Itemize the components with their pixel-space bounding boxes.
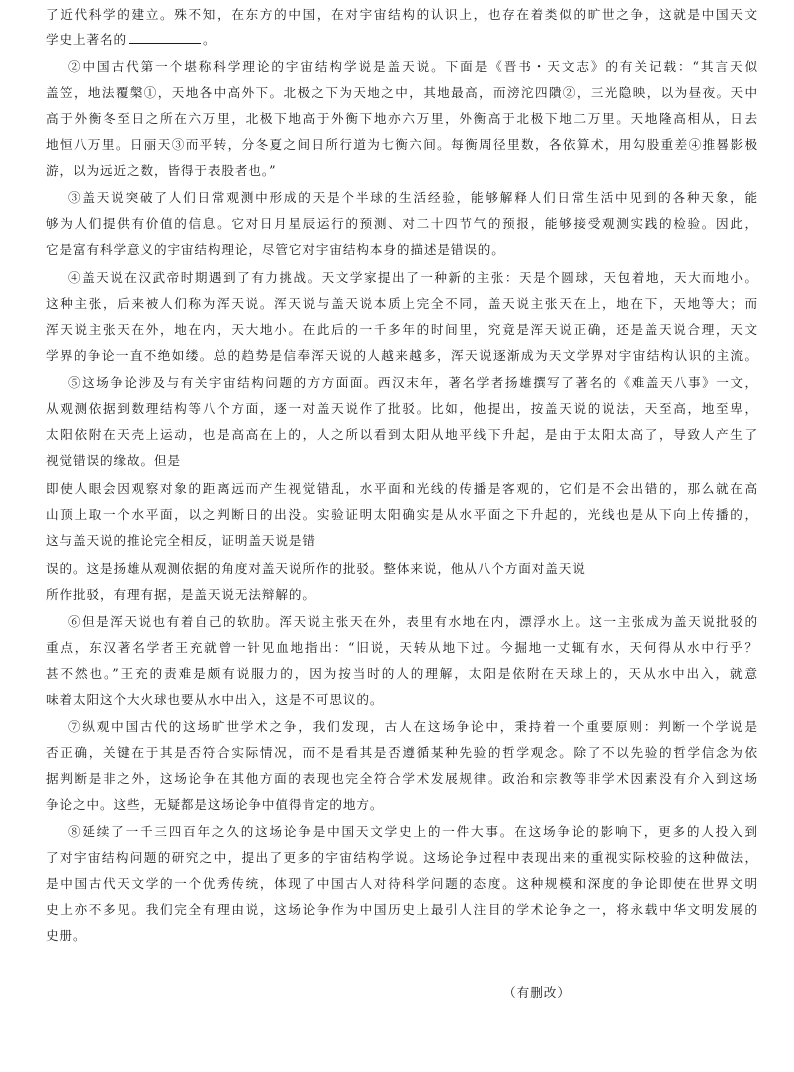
text-line: 盖笠，地法覆槃①，天地各中高外下。北极之下为天地之中，其地最高，而滂沱四隤②，三光隐映，以为昼夜。天中 <box>46 85 758 100</box>
text-line: 够为人们提供有价值的信息。它对日月星辰运行的预测、对二十四节气的预报，能够接受观测实践的检验。因此， <box>46 216 758 231</box>
text-line: 甚不然也。”王充的责难是颇有说服力的，因为按当时的人的理解，太阳是依附在天球上的，天从水中出入，就意 <box>46 666 758 681</box>
text-segment: 学史上著名的 <box>46 32 127 47</box>
source-note: （有删改） <box>503 985 571 1000</box>
paragraph-8-first-line: ⑧延续了一千三四百年之久的这场论争是中国天文学史上的一件大事。在这场争论的影响下，更多的人投入到 <box>68 824 758 839</box>
text-line: 学界的争论一直不绝如缕。总的趋势是信奉浑天说的人越来越多，浑天说逐渐成为天文学界对宇宙结构认识的主流。 <box>46 348 758 363</box>
text-line: 据判断是非之外，这场论争在其他方面的表现也完全符合学术发展规律。政治和宗教等非学术因素没有介入到这场 <box>46 771 758 786</box>
text-line: 山顶上取一个水平面，以之判断日的出没。实验证明太阳确实是从水平面之下升起的，光线也是从下向上传播的， <box>46 507 758 522</box>
text-line: 了近代科学的建立。殊不知，在东方的中国，在对宇宙结构的认识上，也存在着类似的旷世之争，这就是中国天文 <box>46 7 758 22</box>
fill-in-blank[interactable] <box>129 30 201 44</box>
text-line: 重点，东汉著名学者王充就曾一针见血地指出：“旧说，天转从地下过。今掘地一丈辄有水，天何得从水中行乎？ <box>46 640 758 655</box>
text-line: 游，以为远近之数，皆得于表股者也。” <box>46 163 277 178</box>
text-line: 误的。这是扬雄从观测依据的角度对盖天说所作的批驳。整体来说，他从八个方面对盖天说 <box>46 561 586 576</box>
text-line: 它是富有科学意义的宇宙结构理论，尽管它对宇宙结构本身的描述是错误的。 <box>46 242 505 257</box>
text-line: 即使人眼会因观察对象的距离远而产生视觉错乱，水平面和光线的传播是客观的，它们是不会出错的，那么就在高 <box>46 481 758 496</box>
text-line: 太阳依附在天壳上运动，也是高高在上的，人之所以看到太阳从地平线下升起，是由于太阳太高了，导致人产生了 <box>46 427 758 442</box>
text-line: 这种主张，后来被人们称为浑天说。浑天说与盖天说本质上完全不同，盖天说主张天在上，地在下，天地等大；而 <box>46 296 758 311</box>
paragraph-2-first-line: ②中国古代第一个堪称科学理论的宇宙结构学说是盖天说。下面是《晋书・天文志》的有关记载：“其言天似 <box>68 59 758 74</box>
paragraph-6-first-line: ⑥但是浑天说也有着自己的软肋。浑天说主张天在外，表里有水地在内，漂浮水上。这一主张成为盖天说批驳的 <box>68 614 758 629</box>
text-segment: 。 <box>202 32 217 47</box>
text-line: 了对宇宙结构问题的研究之中，提出了更多的宇宙结构学说。这场论争过程中表现出来的重视实际校验的这种做法， <box>46 850 758 865</box>
text-line: 史册。 <box>46 928 87 943</box>
text-line: 高于外衡冬至日之所在六万里，北极下地高于外衡下地亦六万里，外衡高于北极下地二万里。天地隆高相从，日去 <box>46 111 758 126</box>
text-line: 浑天说主张天在外，地在内，天大地小。在此后的一千多年的时间里，究竟是浑天说正确，还是盖天说合理，天文 <box>46 322 758 337</box>
text-line: 否正确，关键在于其是否符合实际情况，而不是看其是否遵循某种先验的哲学观念。除了不以先验的哲学信念为依 <box>46 745 758 760</box>
paragraph-7-first-line: ⑦纵观中国古代的这场旷世学术之争，我们发现，古人在这场争论中，秉持着一个重要原则：判断一个学说是 <box>68 719 758 734</box>
paragraph-5-first-line: ⑤这场争论涉及与有关宇宙结构问题的方方面面。西汉末年，著名学者扬雄撰写了著名的《难盖天八事》一文， <box>68 375 758 390</box>
text-line: 争论之中。这些，无疑都是这场论争中值得肯定的地方。 <box>46 797 384 812</box>
text-line-with-blank <box>46 30 758 50</box>
text-line: 史上亦不多见。我们完全有理由说，这场论争作为中国历史上最引人注目的学术论争之一，将永载中华文明发展的 <box>46 902 758 917</box>
text-line: 这与盖天说的推论完全相反，证明盖天说是错 <box>46 533 316 548</box>
paragraph-4-first-line: ④盖天说在汉武帝时期遇到了有力挑战。天文学家提出了一种新的主张：天是个圆球，天包着地，天大而地小。 <box>68 270 758 285</box>
text-line: 所作批驳，有理有据，是盖天说无法辩解的。 <box>46 587 316 602</box>
text-line: 从观测依据到数理结构等八个方面，逐一对盖天说作了批驳。比如，他提出，按盖天说的说法，天至高，地至卑， <box>46 401 758 416</box>
text-line: 是中国古代天文学的一个优秀传统，体现了中国古人对待科学问题的态度。这种规模和深度的争论即使在世界文明 <box>46 876 758 891</box>
text-line: 视觉错误的缘故。但是 <box>46 453 181 468</box>
paragraph-3-first-line: ③盖天说突破了人们日常观测中形成的天是个半球的生活经验，能够解释人们日常生活中见到的各种天象，能 <box>68 190 758 205</box>
text-line: 地恒八万里。日丽天③而平转，分冬夏之间日所行道为七衡六间。每衡周径里数，各依算术，用勾股重差④推晷影极 <box>46 137 758 152</box>
text-line: 味着太阳这个大火球也要从水中出入，这是不可思议的。 <box>46 692 384 707</box>
